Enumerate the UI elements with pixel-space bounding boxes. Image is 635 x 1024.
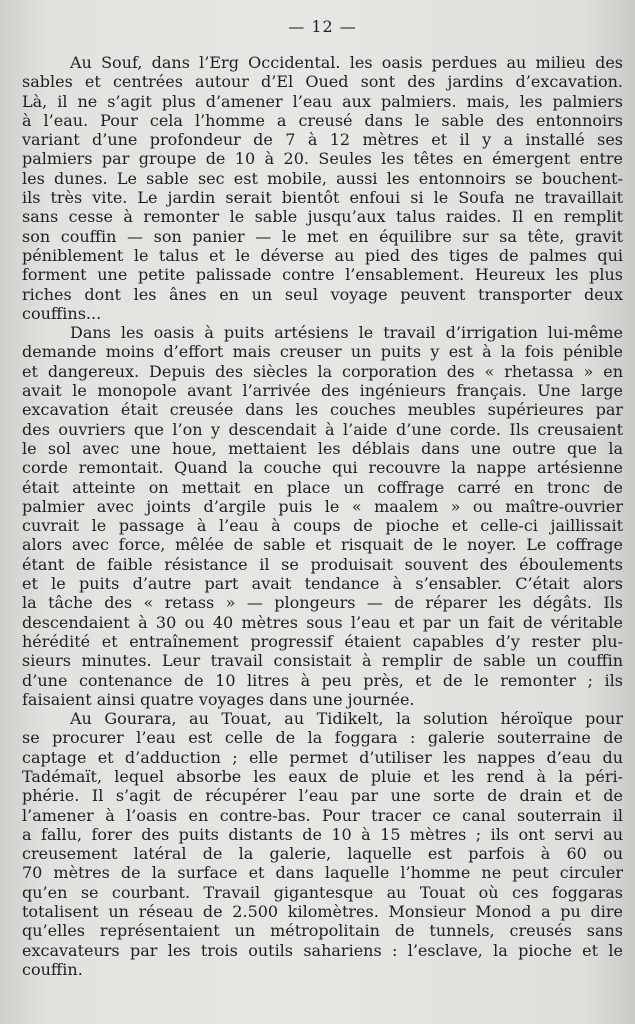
body-text (22, 53, 623, 979)
text-line: excavateurs par les trois outils sahariens : l’esclave, la pioche et le (22, 940, 623, 960)
text-line: Là, il ne s’agit plus d’amener l’eau aux palmiers. mais, les palmiers (22, 91, 623, 111)
text-line: phérie. Il s’agit de récupérer l’eau par une sorte de drain et de (22, 786, 623, 806)
text-line: à l’eau. Pour cela l’homme a creusé dans le sable des entonnoirs (22, 110, 623, 130)
paragraph (22, 53, 623, 323)
text-line: qu’elles représentaient un métropolitain de tunnels, creusés sans (22, 921, 623, 941)
text-line: Tadémaït, lequel absorbe les eaux de pluie et les rend à la péri- (22, 766, 623, 786)
text-line: creusement latéral de la galerie, laquelle est parfois à 60 ou (22, 844, 623, 864)
text-line: couffin. (22, 959, 83, 979)
text-line: la tâche des « retass » — plongeurs — de réparer les dégâts. Ils (22, 593, 623, 613)
text-line: se procurer l’eau est celle de la foggara : galerie souterraine de (22, 728, 623, 748)
text-line: cuvrait le passage à l’eau à coups de pioche et celle-ci jaillissait (22, 516, 623, 536)
text-line: Au Gourara, au Touat, au Tidikelt, la solution héroïque pour (70, 709, 623, 729)
text-line: excavation était creusée dans les couches meubles supérieures par (22, 400, 623, 420)
text-line: faisaient ainsi quatre voyages dans une journée. (22, 689, 415, 709)
text-line: d’une contenance de 10 litres à peu près, et de le remonter ; ils (22, 670, 623, 690)
text-line: riches dont les ânes en un seul voyage peuvent transporter deux (22, 284, 623, 304)
text-line: et le puits d’autre part avait tendance à s’ensabler. C’était alors (22, 574, 623, 594)
text-line: palmiers par groupe de 10 à 20. Seules les têtes en émergent entre (22, 149, 623, 169)
text-line: sables et centrées autour d’El Oued sont des jardins d’excavation. (22, 72, 623, 92)
text-line: a fallu, forer des puits distants de 10 à 15 mètres ; ils ont servi au (22, 824, 623, 844)
text-line: qu’en se courbant. Travail gigantesque au Touat où ces foggaras (22, 882, 623, 902)
text-line: Au Souf, dans l’Erg Occidental. les oasis perdues au milieu des (70, 53, 623, 72)
text-line: péniblement le talus et le déverse au pied des tiges de palmes qui (22, 245, 623, 265)
text-line: forment une petite palissade contre l’ensablement. Heureux les plus (22, 265, 623, 285)
text-line: captage et d’adduction ; elle permet d’utiliser les nappes d’eau du (22, 747, 623, 767)
text-line: le sol avec une houe, mettaient les déblais dans une outre que la (22, 438, 623, 458)
text-line: et dangereux. Depuis des siècles la corporation des « rhetassa » en (22, 361, 623, 381)
text-line: étant de faible résistance il se produisait souvent des éboulements (22, 554, 623, 574)
text-line: 70 mètres de la surface et dans laquelle l’homme ne peut circuler (22, 863, 623, 883)
text-line: ils très vite. Le jardin serait bientôt enfoui si le Soufa ne travaillait (22, 188, 623, 208)
text-line: corde remontait. Quand la couche qui recouvre la nappe artésienne (22, 458, 623, 478)
text-line: des ouvriers que l’on y descendait à l’aide d’une corde. Ils creusaient (22, 419, 623, 439)
text-line: son couffin — son panier — le met en équilibre sur sa tête, gravit (22, 226, 623, 246)
text-line: couffins... (22, 303, 102, 323)
text-line: avait le monopole avant l’arrivée des ingénieurs français. Une large (22, 381, 623, 401)
text-line: descendaient à 30 ou 40 mètres sous l’eau et par un fait de véritable (22, 612, 623, 632)
text-line: était atteinte on mettait en place un coffrage carré en tronc de (22, 477, 623, 497)
text-line: sieurs minutes. Leur travail consistait à remplir de sable un couffin (22, 651, 623, 671)
text-line: les dunes. Le sable sec est mobile, aussi les entonnoirs se bouchent- (22, 168, 623, 188)
paragraph (22, 709, 623, 979)
text-line: totalisent un réseau de 2.500 kilomètres. Monsieur Monod a pu dire (22, 902, 623, 922)
text-line: l’amener à l’oasis en contre-bas. Pour tracer ce canal souterrain il (22, 805, 623, 825)
text-line: variant d’une profondeur de 7 à 12 mètres et il y a installé ses (22, 130, 623, 150)
text-line: demande moins d’effort mais creuser un puits y est à la fois pénible (22, 342, 623, 362)
page-number: — 12 — (288, 17, 357, 36)
text-line: palmier avec joints d’argile puis le « maalem » ou maître-ouvrier (22, 496, 623, 516)
text-line: Dans les oasis à puits artésiens le travail d’irrigation lui-même (70, 323, 623, 343)
text-line: hérédité et entraînement progressif étaient capables d’y rester plu- (22, 631, 623, 651)
paragraph (22, 323, 623, 709)
text-line: alors avec force, mêlée de sable et risquait de le noyer. Le coffrage (22, 535, 623, 555)
text-line: sans cesse à remonter le sable jusqu’aux talus raides. Il en remplit (22, 207, 623, 227)
